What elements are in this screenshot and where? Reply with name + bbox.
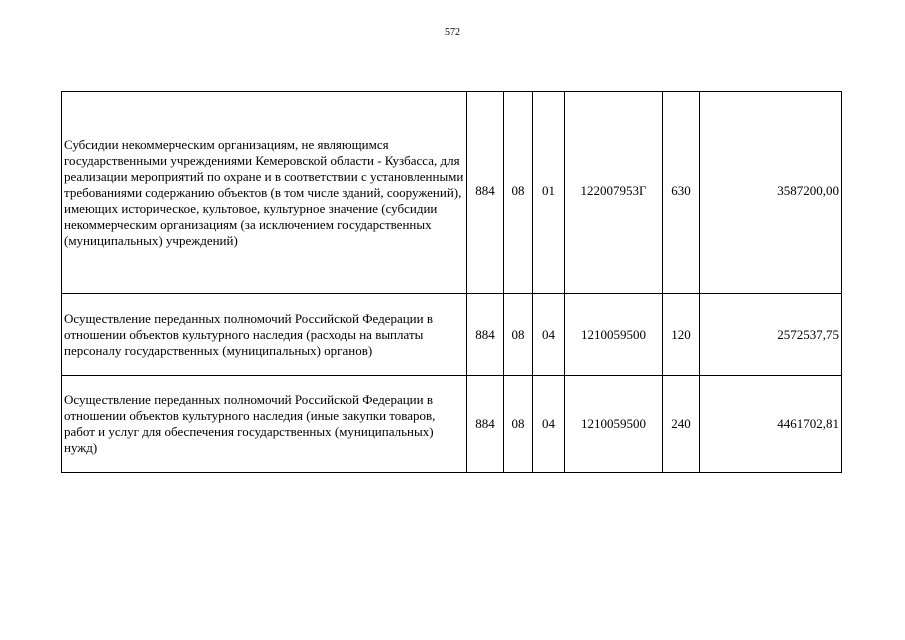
row-description: Субсидии некоммерческим организациям, не являющимся государственными учреждениями Кемеровской области - Кузбасса, для реализации мероприятий по охране и в соответствии с установленными требованиями содержанию объектов (в том числе зданий, сооружений), имеющих историческое, культовое, культурное значение (субсидии некоммерческим организациям (за исключением государственных (муниципальных) учреждений) bbox=[62, 92, 467, 294]
section-code: 08 bbox=[504, 92, 533, 294]
target-article-code: 1210059500 bbox=[565, 294, 663, 376]
amount-cell: 3587200,00 bbox=[700, 92, 842, 294]
target-article-code: 122007953Г bbox=[565, 92, 663, 294]
amount-cell: 4461702,81 bbox=[700, 376, 842, 473]
ministry-code: 884 bbox=[467, 376, 504, 473]
row-description: Осуществление переданных полномочий Российской Федерации в отношении объектов культурного наследия (иные закупки товаров, работ и услуг для обеспечения государственных (муниципальных) нужд) bbox=[62, 376, 467, 473]
subsection-code: 04 bbox=[533, 376, 565, 473]
subsection-code: 04 bbox=[533, 294, 565, 376]
subsection-code: 01 bbox=[533, 92, 565, 294]
table-row bbox=[62, 294, 842, 376]
ministry-code: 884 bbox=[467, 294, 504, 376]
table-row bbox=[62, 92, 842, 294]
budget-table bbox=[61, 91, 842, 473]
ministry-code: 884 bbox=[467, 92, 504, 294]
target-article-code: 1210059500 bbox=[565, 376, 663, 473]
page-number: 572 bbox=[445, 27, 460, 38]
expense-type-code: 240 bbox=[663, 376, 700, 473]
expense-type-code: 630 bbox=[663, 92, 700, 294]
table-row bbox=[62, 376, 842, 473]
section-code: 08 bbox=[504, 294, 533, 376]
amount-cell: 2572537,75 bbox=[700, 294, 842, 376]
section-code: 08 bbox=[504, 376, 533, 473]
expense-type-code: 120 bbox=[663, 294, 700, 376]
row-description: Осуществление переданных полномочий Российской Федерации в отношении объектов культурного наследия (расходы на выплаты персоналу государственных (муниципальных) органов) bbox=[62, 294, 467, 376]
